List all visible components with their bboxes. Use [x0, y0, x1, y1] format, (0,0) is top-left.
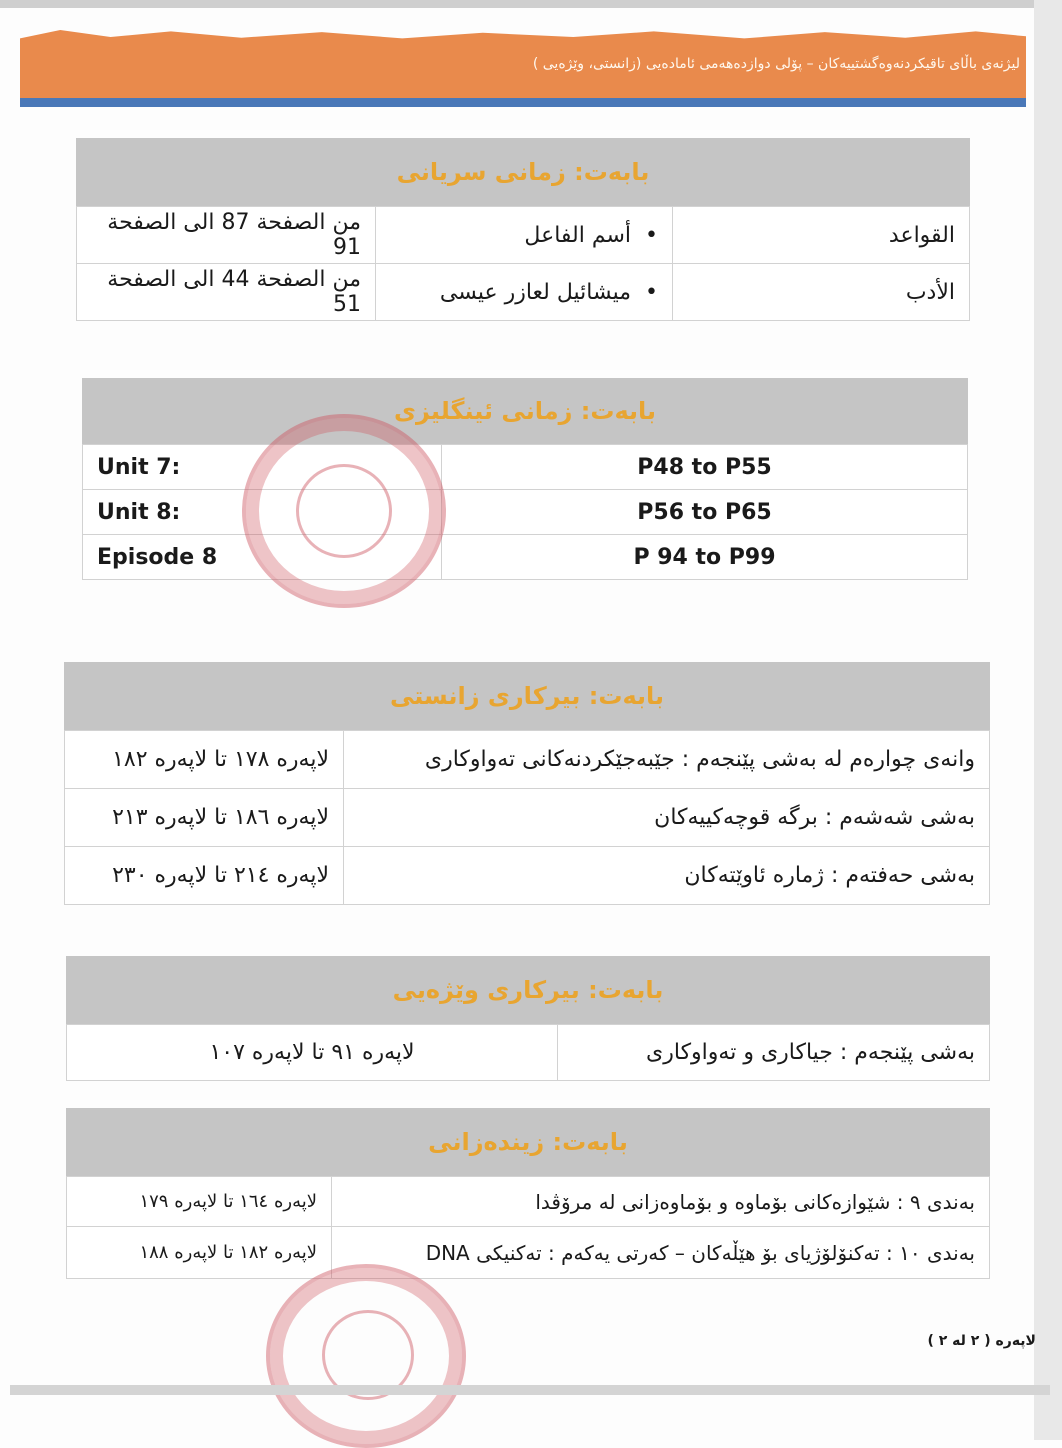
table-row — [83, 535, 968, 580]
topic-cell: بەشی پێنجەم : جیاکاری و تەواوکاری — [558, 1025, 990, 1081]
section-heading: بابەت: زمانی سریانی — [76, 138, 970, 206]
section-biology — [66, 1108, 990, 1279]
table-row — [65, 847, 990, 905]
pages-cell: لاپەرە ٩١ تا لاپەرە ١٠٧ — [67, 1025, 558, 1081]
label-cell: القواعد — [673, 207, 970, 264]
pages-cell: لاپەرە ١٧٨ تا لاپەرە ١٨٢ — [65, 731, 344, 789]
pages-cell: P56 to P65 — [442, 490, 968, 535]
pages-cell: لاپەرە ١٨٦ تا لاپەرە ٢١٣ — [65, 789, 344, 847]
topic-cell — [376, 264, 673, 321]
right-scan-edge — [1034, 0, 1062, 1440]
syriac-table — [76, 206, 970, 321]
table-row — [67, 1025, 990, 1081]
table-row — [67, 1177, 990, 1227]
page-number: لاپەرە ( ٢ لە ٢ ) — [927, 1333, 1036, 1349]
topic-cell: وانەی چوارەم لە بەشی پێنجەم : جێبەجێکردنەکانی تەواوکاری — [344, 731, 990, 789]
literary-math-table — [66, 1024, 990, 1081]
top-scan-edge — [0, 0, 1062, 8]
table-row — [77, 207, 970, 264]
pages-cell: من الصفحة 87 الى الصفحة 91 — [77, 207, 376, 264]
scientific-math-table — [64, 730, 990, 905]
pages-cell: P 94 to P99 — [442, 535, 968, 580]
topic-cell: بەندی ١٠ : تەکنۆلۆژیای بۆ هێڵەکان – کەرتی یەکەم : تەکنیکی DNA — [332, 1227, 990, 1279]
biology-table — [66, 1176, 990, 1279]
pages-cell: P48 to P55 — [442, 445, 968, 490]
table-row — [83, 490, 968, 535]
section-heading: بابەت: زمانی ئینگلیزی — [82, 378, 968, 444]
footer-line — [10, 1385, 1050, 1395]
table-row — [65, 789, 990, 847]
topic-text: أسم الفاعل — [524, 222, 632, 248]
section-literary-math — [66, 956, 990, 1081]
topic-cell: بەندی ٩ : شێوازەکانی بۆماوە و بۆماوەزانی لە مرۆڤدا — [332, 1177, 990, 1227]
unit-cell: Unit 7: — [83, 445, 442, 490]
bullet-icon: • — [631, 279, 658, 305]
section-scientific-math — [64, 662, 990, 905]
english-table — [82, 444, 968, 580]
pages-cell: من الصفحة 44 الى الصفحة 51 — [77, 264, 376, 321]
stamp-emblem-icon — [296, 464, 392, 558]
pages-cell: لاپەرە ١٨٢ تا لاپەرە ١٨٨ — [67, 1227, 332, 1279]
header-underline — [20, 98, 1026, 107]
topic-cell: بەشی شەشەم : برگە قوچەکییەکان — [344, 789, 990, 847]
unit-cell: Episode 8 — [83, 535, 442, 580]
topic-cell: بەشی حەفتەم : ژمارە ئاوێتەکان — [344, 847, 990, 905]
header-title: لیژنەی باڵای تاقیکردنەوەگشتییەکان – پۆلی دوازدەهەمی ئامادەیی (زانستی، وێژەیی ) — [532, 56, 1020, 72]
pages-cell: لاپەرە ١٦٤ تا لاپەرە ١٧٩ — [67, 1177, 332, 1227]
official-stamp — [242, 414, 446, 608]
unit-cell: Unit 8: — [83, 490, 442, 535]
section-english — [82, 378, 968, 580]
section-heading: بابەت: زیندەزانی — [66, 1108, 990, 1176]
section-heading: بابەت: بیرکاری وێژەیی — [66, 956, 990, 1024]
official-stamp — [266, 1264, 466, 1448]
table-row — [77, 264, 970, 321]
table-row — [65, 731, 990, 789]
table-row — [67, 1227, 990, 1279]
topic-text: ميشائيل لعازر عيسى — [439, 279, 632, 305]
table-row — [83, 445, 968, 490]
bullet-icon: • — [631, 222, 658, 248]
topic-cell — [376, 207, 673, 264]
pages-cell: لاپەرە ٢١٤ تا لاپەرە ٢٣٠ — [65, 847, 344, 905]
label-cell: الأدب — [673, 264, 970, 321]
section-heading: بابەت: بیرکاری زانستی — [64, 662, 990, 730]
section-syriac — [76, 138, 970, 321]
